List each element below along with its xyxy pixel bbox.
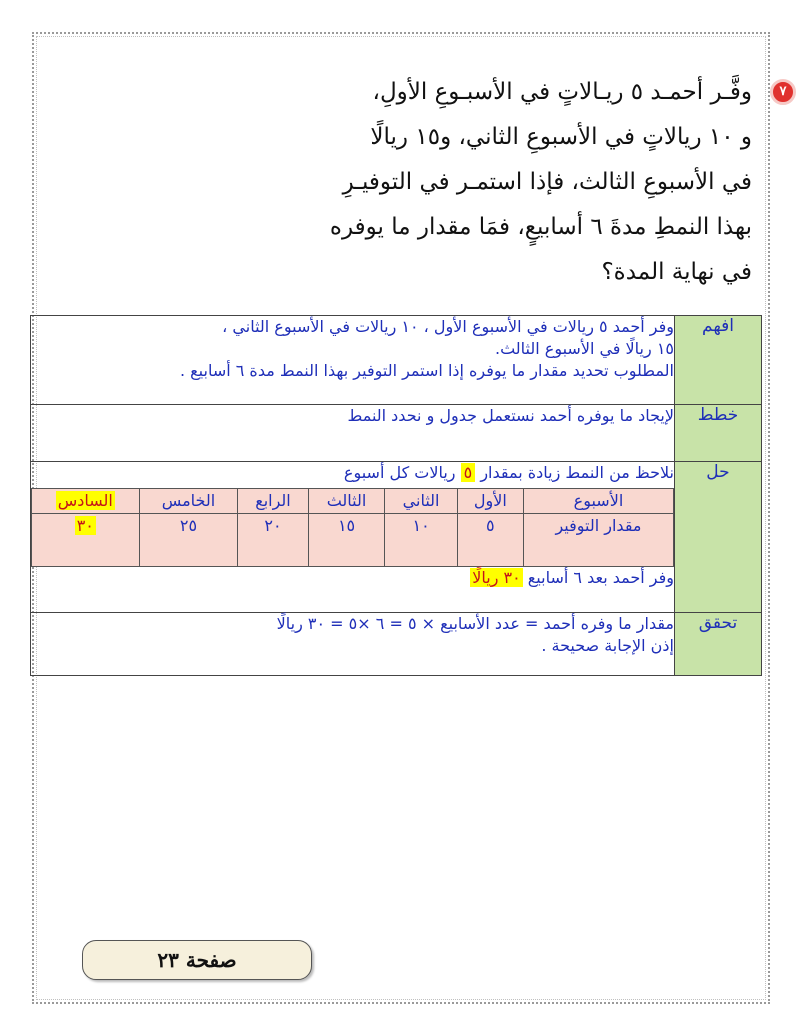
- savings-value: ٥: [457, 514, 523, 567]
- hal-content: [31, 462, 675, 613]
- hal-intro-before: نلاحظ من النمط زيادة بمقدار: [480, 463, 674, 482]
- question-line: في الأسبوعِ الثالث، فإذا استمـر في التوفيـرِ: [342, 169, 752, 195]
- hal-intro-highlight: ٥: [461, 463, 476, 482]
- afham-content: [31, 316, 675, 405]
- question-line: بهذا النمطِ مدةَ ٦ أسابيعٍ، فمَا مقدار ما يوفره: [329, 214, 752, 240]
- savings-week-header: الثاني: [385, 489, 457, 514]
- savings-value-highlight-cell: [32, 514, 140, 567]
- afham-label: افهم: [675, 316, 762, 405]
- afham-row: [31, 316, 762, 405]
- afham-line: وفر أحمد ٥ ريالات في الأسبوع الأول ، ١٠ ريالات في الأسبوع الثاني ،: [222, 317, 674, 336]
- page-number-tab: صفحة ٢٣: [82, 940, 312, 980]
- question-line: وفَّـر أحمـد ٥ ريـالاتٍ في الأسبـوعِ الأولِ،: [372, 79, 752, 105]
- afham-line: المطلوب تحديد مقدار ما يوفره إذا استمر التوفير بهذا النمط مدة ٦ أسابيع .: [179, 361, 674, 380]
- savings-week-header: الخامس: [139, 489, 238, 514]
- savings-week-header: الأول: [457, 489, 523, 514]
- savings-week-header: الثالث: [308, 489, 385, 514]
- savings-week-header: الرابع: [238, 489, 308, 514]
- question-block: [272, 70, 787, 295]
- khotot-row: [31, 405, 762, 462]
- tahaqqaq-line: مقدار ما وفره أحمد = عدد الأسابيع × ٥ = ٦ ×٥ = ٣٠ ريالًا: [276, 614, 674, 633]
- savings-table: [31, 488, 674, 567]
- savings-header-row: [32, 489, 674, 514]
- tahaqqaq-label: تحقق: [675, 613, 762, 676]
- question-line: في نهاية المدة؟: [601, 259, 752, 285]
- hal-result-highlight: ٣٠ ريالًا: [472, 568, 521, 587]
- sixth-week-label: السادس: [57, 491, 113, 510]
- hal-label: حل: [675, 462, 762, 613]
- khotot-label: خطط: [675, 405, 762, 462]
- savings-values-label: مقدار التوفير: [523, 514, 673, 567]
- savings-value: ٢٠: [238, 514, 308, 567]
- hal-row: [31, 462, 762, 613]
- hal-intro: [31, 462, 674, 484]
- afham-line: ١٥ ريالًا في الأسبوع الثالث.: [494, 339, 674, 358]
- savings-value: ٢٥: [139, 514, 238, 567]
- khotot-content: [31, 405, 675, 462]
- question-line: و ١٠ ريالاتٍ في الأسبوعِ الثاني، و١٥ ريالًا: [370, 124, 752, 150]
- solution-table: [30, 315, 762, 676]
- hal-result: [31, 567, 674, 589]
- savings-header-label: الأسبوع: [523, 489, 673, 514]
- question-number-badge: ٧: [770, 79, 796, 105]
- sixth-week-value: ٣٠: [76, 516, 94, 535]
- savings-week-header-highlight: [32, 489, 140, 514]
- savings-value: ١٥: [308, 514, 385, 567]
- savings-values-row: [32, 514, 674, 567]
- tahaqqaq-content: [31, 613, 675, 676]
- tahaqqaq-row: [31, 613, 762, 676]
- hal-result-text: وفر أحمد بعد ٦ أسابيع: [527, 568, 674, 587]
- savings-value: ١٠: [385, 514, 457, 567]
- khotot-text: لإيجاد ما يوفره أحمد نستعمل جدول و نحدد النمط: [347, 406, 674, 425]
- hal-intro-after: ريالات كل أسبوع: [343, 463, 456, 482]
- tahaqqaq-line: إذن الإجابة صحيحة .: [541, 636, 674, 655]
